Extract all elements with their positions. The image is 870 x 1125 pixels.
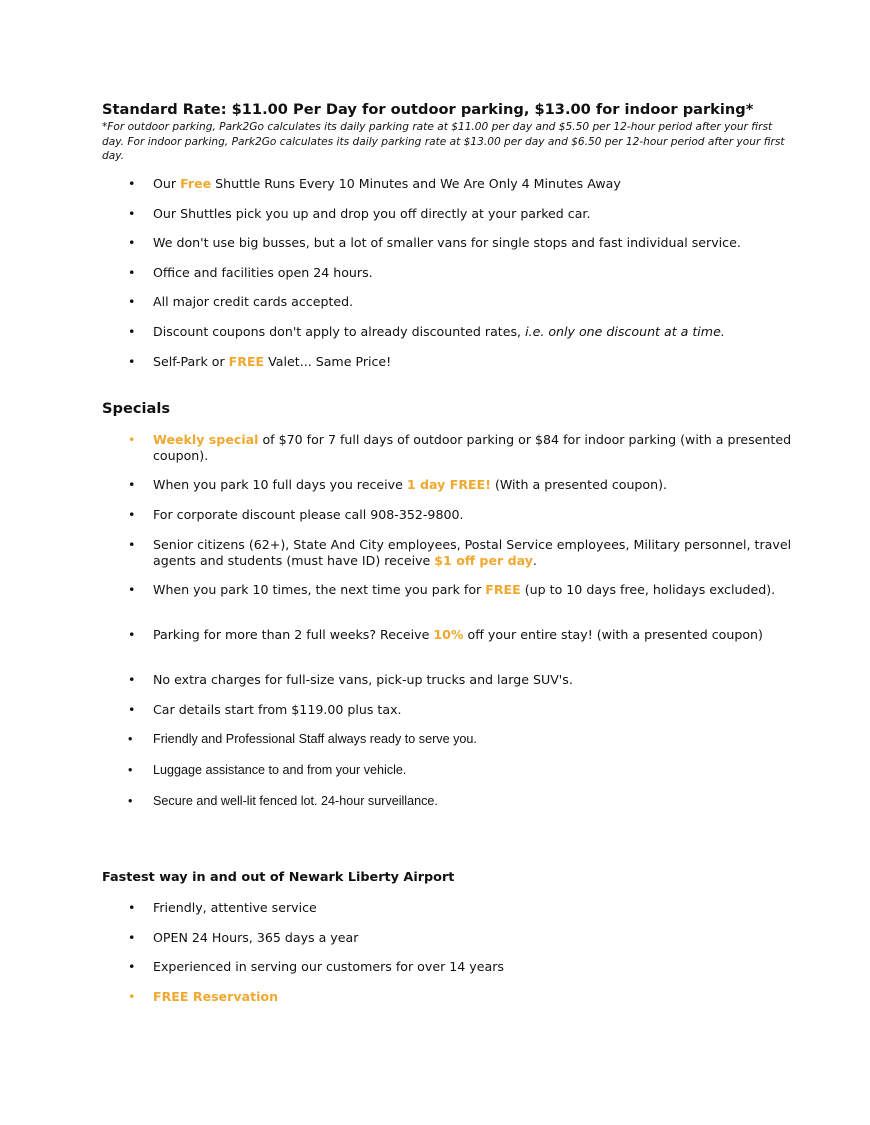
text-emphasis: i.e. only one discount at a time. bbox=[525, 324, 725, 339]
text-segment: Shuttle Runs Every 10 Minutes and We Are Only 4 Minutes Away bbox=[211, 176, 621, 191]
list-item-pickup: • Our Shuttles pick you up and drop you off directly at your parked car. bbox=[153, 206, 793, 222]
list-item-luggage: • Luggage assistance to and from your vehicle. bbox=[153, 763, 793, 779]
list-item-open: • OPEN 24 Hours, 365 days a year bbox=[153, 930, 793, 946]
list-item-coupons bbox=[153, 324, 793, 340]
fastest-heading: Fastest way in and out of Newark Liberty Airport bbox=[102, 870, 455, 885]
standard-rate-heading: Standard Rate: $11.00 Per Day for outdoor parking, $13.00 for indoor parking* bbox=[102, 101, 754, 118]
text-segment: When you park 10 full days you receive bbox=[153, 477, 407, 492]
text-segment: Senior citizens (62+), State And City employees, Postal Service employees, Military personnel, travel agents and students (must have ID) receive bbox=[153, 537, 792, 568]
list-item-valet bbox=[153, 354, 793, 370]
text-segment: . bbox=[532, 552, 537, 568]
highlight-weekly: Weekly special bbox=[153, 432, 259, 447]
highlight-free: FREE bbox=[485, 582, 521, 597]
list-item-cards: • All major credit cards accepted. bbox=[153, 294, 793, 310]
highlight-free-reservation: FREE Reservation bbox=[153, 989, 279, 1004]
list-item-corporate: • For corporate discount please call 908-352-9800. bbox=[153, 507, 793, 523]
highlight-free: FREE bbox=[228, 354, 265, 369]
highlight-one-off: $1 off per day bbox=[434, 552, 533, 568]
list-item-friendly: • Friendly, attentive service bbox=[153, 900, 793, 916]
text-segment: (With a presented coupon). bbox=[490, 477, 668, 492]
text-segment: Self-Park or bbox=[153, 354, 229, 369]
list-item-reservation bbox=[153, 989, 793, 1005]
list-item-vans: • We don't use big busses, but a lot of smaller vans for single stops and fast individual service. bbox=[153, 235, 793, 251]
list-item-experienced: • Experienced in serving our customers for over 14 years bbox=[153, 959, 793, 975]
specials-heading: Specials bbox=[102, 400, 171, 417]
list-item-staff: • Friendly and Professional Staff always ready to serve you. bbox=[153, 732, 793, 748]
standard-rate-footnote: *For outdoor parking, Park2Go calculates its daily parking rate at $11.00 per day and $5.50 per 12-hour period after your first day. For indoor parking, Park2Go calculates its daily parking rate at $13.00 per day and $6.50 per 12-hour period after your first day. bbox=[102, 121, 785, 163]
list-item-no-extra: • No extra charges for full-size vans, pick-up trucks and large SUV's. bbox=[153, 672, 793, 688]
list-item-two-weeks bbox=[153, 627, 793, 643]
highlight-one-day-free: 1 day FREE! bbox=[406, 477, 491, 492]
list-item-secure: • Secure and well-lit fenced lot. 24-hour surveillance. bbox=[153, 794, 793, 810]
text-segment: Parking for more than 2 full weeks? Receive bbox=[153, 627, 434, 642]
highlight-free: Free bbox=[180, 176, 212, 191]
text-segment: off your entire stay! (with a presented coupon) bbox=[463, 627, 763, 642]
list-item-ten-times bbox=[153, 582, 793, 598]
list-item-shuttle bbox=[153, 176, 793, 192]
list-item-ten-full-days bbox=[153, 477, 793, 493]
list-item-car-details: • Car details start from $119.00 plus tax. bbox=[153, 702, 793, 718]
list-item-weekly bbox=[153, 432, 793, 463]
text-segment: When you park 10 times, the next time you park for bbox=[153, 582, 486, 597]
text-segment: Discount coupons don't apply to already discounted rates, bbox=[153, 324, 526, 339]
text-segment: Valet... Same Price! bbox=[264, 354, 392, 369]
text-segment: (up to 10 days free, holidays excluded). bbox=[520, 582, 776, 597]
highlight-ten-percent: 10% bbox=[433, 627, 464, 642]
text-segment: Our bbox=[153, 176, 181, 191]
text-segment: of $70 for 7 full days of outdoor parking or $84 for indoor parking (with a presented coupon). bbox=[153, 432, 792, 463]
list-item-senior bbox=[153, 537, 793, 568]
list-item-office: • Office and facilities open 24 hours. bbox=[153, 265, 793, 281]
